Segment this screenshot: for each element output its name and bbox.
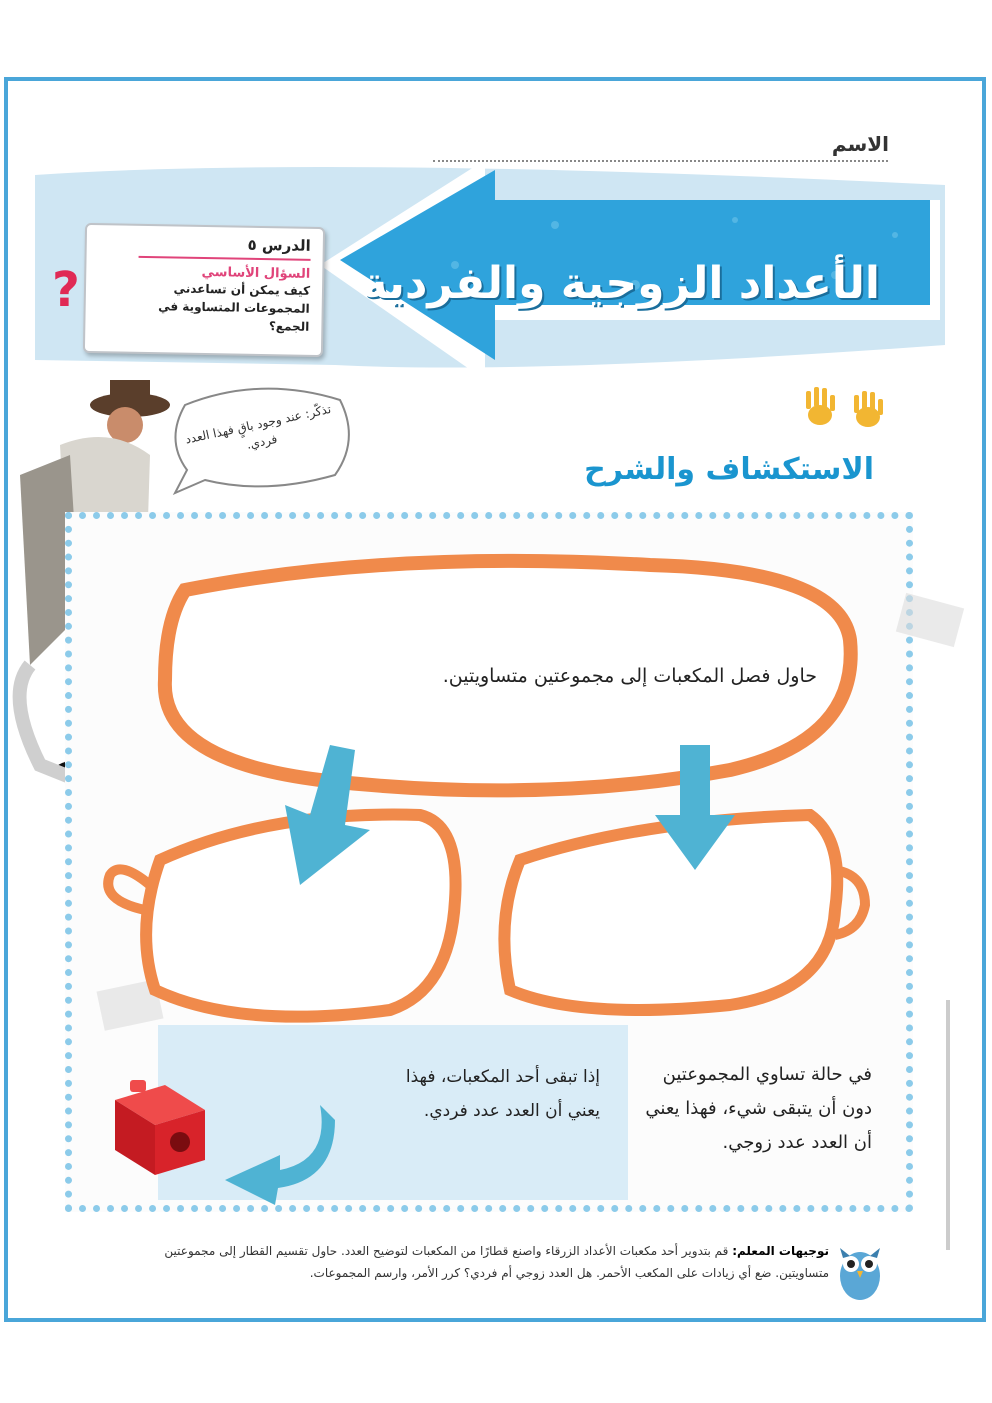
lesson-card	[83, 223, 325, 357]
name-label: الاسم	[831, 132, 889, 156]
red-cube-icon	[100, 1070, 215, 1185]
page-title: الأعداد الزوجية والفردية	[361, 258, 880, 309]
curved-arrow	[210, 1100, 340, 1210]
teacher-note	[149, 1240, 829, 1284]
handprints-icon	[800, 385, 895, 435]
name-field[interactable]	[433, 160, 888, 162]
speech-bubble-text: تذكّر: عند وجود باقٍ فهذا العدد فردي.	[184, 401, 333, 452]
lesson-label: الدرس ٥	[247, 235, 311, 255]
divider	[139, 256, 311, 261]
essential-question-label: السؤال الأساسي	[201, 264, 311, 282]
odd-number-text: إذا تبقى أحد المكعبات، فهذا يعني أن العدد عدد فردي.	[405, 1067, 600, 1121]
owl-icon	[835, 1238, 885, 1303]
teacher-note-text: قم بتدوير أحد مكعبات الأعداد الزرقاء واصنع قطارًا من المكعبات لتوضيح العدد. حاول تقسيم القطار إلى مجموعتين متساويتين. ضع أي زيادات على المكعب الأحمر. هل العدد زوجي أم فردي؟ كرر الأمر، وارسم المجموعات.	[164, 1244, 829, 1280]
rope-diagram	[90, 540, 900, 1100]
even-number-text: في حالة تساوي المجموعتين دون أن يتبقى شيء، فهذا يعني أن العدد عدد زوجي.	[645, 1064, 872, 1153]
question-mark-icon: ?	[52, 262, 80, 318]
instruction-text: حاول فصل المكعبات إلى مجموعتين متساويتين.	[442, 665, 817, 687]
teacher-note-label: توجيهات المعلم:	[732, 1244, 829, 1258]
right-rope-loop	[504, 815, 837, 1010]
side-copyright-strip	[940, 1000, 958, 1250]
section-title: الاستكشاف والشرح	[584, 452, 874, 487]
essential-question: كيف يمكن أن تساعدني المجموعات المتساوية في الجمع؟	[158, 281, 311, 334]
